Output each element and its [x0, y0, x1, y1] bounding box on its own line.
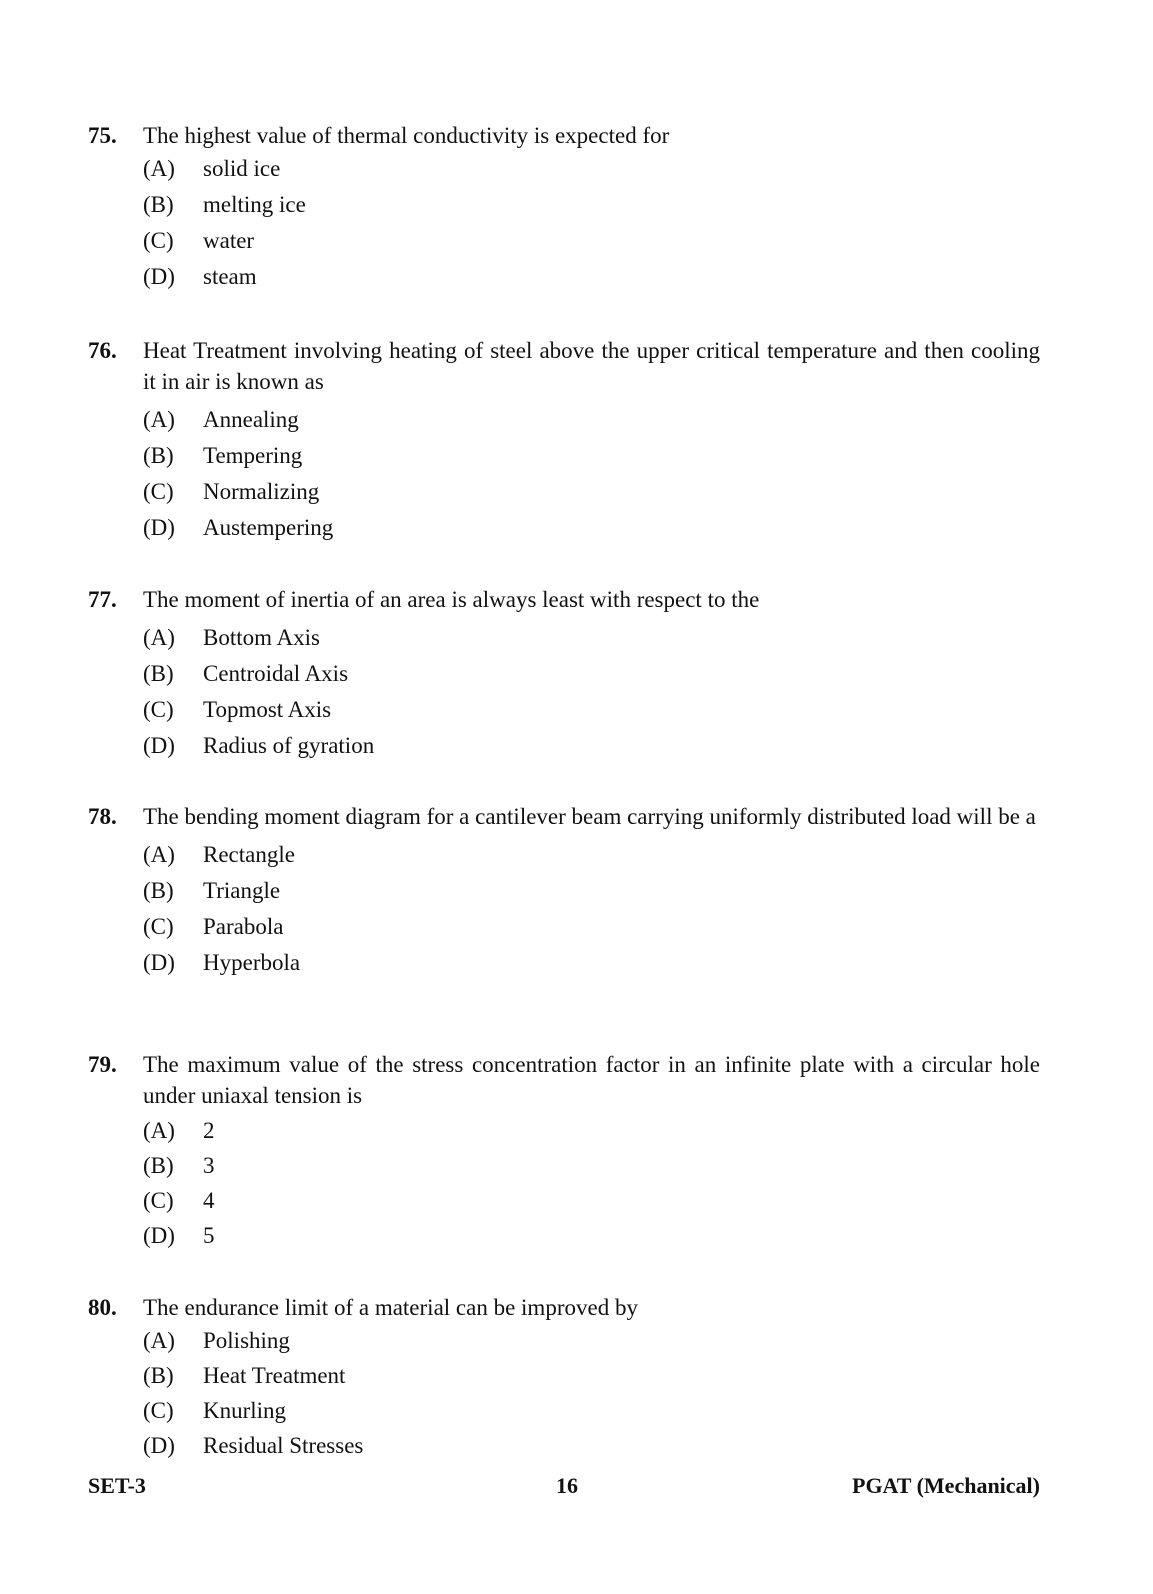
option-c: [143, 1393, 1040, 1428]
option-text: Radius of gyration: [203, 733, 375, 758]
option-text: Annealing: [203, 407, 299, 432]
option-text: steam: [203, 264, 257, 289]
option-text: 5: [203, 1222, 215, 1248]
option-letter: (D): [143, 1432, 175, 1458]
option-text: Tempering: [203, 443, 303, 468]
option-letter: (D): [143, 733, 175, 758]
option-letter: (B): [143, 443, 174, 468]
option-b: [143, 187, 1040, 223]
question-number: 76.: [88, 338, 117, 363]
option-text: 3: [203, 1152, 215, 1178]
option-text: Rectangle: [203, 842, 295, 867]
option-letter: (C): [143, 479, 174, 504]
option-letter: (A): [143, 407, 175, 432]
option-a: [143, 1113, 1040, 1148]
option-letter: (D): [143, 515, 175, 540]
option-letter: (D): [143, 264, 175, 289]
option-text: Austempering: [203, 515, 334, 540]
option-letter: (A): [143, 1117, 175, 1143]
option-c: [143, 692, 1040, 728]
option-letter: (A): [143, 842, 175, 867]
option-text: Residual Stresses: [203, 1432, 364, 1458]
question-text: Heat Treatment involving heating of steel above the upper critical temperature and then cooling it in air is known as: [143, 338, 1040, 394]
option-a: [143, 151, 1040, 187]
question-text: The maximum value of the stress concentration factor in an infinite plate with a circular hole under uniaxal tension is: [143, 1052, 1040, 1108]
footer-set-label: SET-3: [88, 1473, 146, 1498]
option-text: Triangle: [203, 878, 281, 903]
option-d: [143, 945, 1040, 981]
question-text: The moment of inertia of an area is always least with respect to the: [143, 587, 760, 612]
option-list: [143, 1113, 1040, 1253]
option-text: Bottom Axis: [203, 625, 320, 650]
option-text: Topmost Axis: [203, 697, 332, 722]
question-80: [88, 1292, 1040, 1463]
option-letter: (A): [143, 625, 175, 650]
question-78: [88, 801, 1040, 981]
option-text: Hyperbola: [203, 950, 301, 975]
option-a: [143, 837, 1040, 873]
option-b: [143, 656, 1040, 692]
question-number: 80.: [88, 1295, 117, 1320]
option-list: [143, 402, 1040, 546]
question-76: [88, 335, 1040, 546]
option-text: Centroidal Axis: [203, 661, 349, 686]
option-b: [143, 438, 1040, 474]
option-text: Polishing: [203, 1327, 290, 1353]
footer-page-number: 16: [556, 1473, 578, 1498]
option-letter: (C): [143, 228, 174, 253]
option-d: [143, 510, 1040, 546]
question-75: [88, 120, 1040, 295]
question-79: [88, 1049, 1040, 1253]
option-text: melting ice: [203, 192, 306, 217]
option-letter: (C): [143, 1187, 174, 1213]
option-a: [143, 1323, 1040, 1358]
option-text: solid ice: [203, 156, 281, 181]
option-c: [143, 1183, 1040, 1218]
question-number: 79.: [88, 1052, 117, 1077]
option-b: [143, 873, 1040, 909]
question-number: 77.: [88, 587, 117, 612]
option-b: [143, 1148, 1040, 1183]
question-number: 78.: [88, 804, 117, 829]
option-text: Knurling: [203, 1397, 287, 1423]
option-c: [143, 909, 1040, 945]
question-text: The highest value of thermal conductivity is expected for: [143, 123, 670, 148]
question-text: The bending moment diagram for a cantilever beam carrying uniformly distributed load will be a: [143, 804, 1036, 829]
option-letter: (A): [143, 1327, 175, 1353]
option-letter: (A): [143, 156, 175, 181]
option-letter: (B): [143, 1152, 174, 1178]
option-d: [143, 1428, 1040, 1463]
option-text: water: [203, 228, 255, 253]
option-text: Parabola: [203, 914, 284, 939]
option-d: [143, 728, 1040, 764]
option-list: [143, 1323, 1040, 1463]
option-list: [143, 151, 1040, 295]
option-text: 2: [203, 1117, 215, 1143]
question-number: 75.: [88, 123, 117, 148]
option-letter: (B): [143, 192, 174, 217]
option-letter: (C): [143, 697, 174, 722]
option-letter: (B): [143, 1362, 174, 1388]
option-text: Heat Treatment: [203, 1362, 346, 1388]
footer-exam-label: PGAT (Mechanical): [852, 1473, 1040, 1498]
option-letter: (B): [143, 661, 174, 686]
option-c: [143, 223, 1040, 259]
option-letter: (C): [143, 1397, 174, 1423]
option-letter: (D): [143, 950, 175, 975]
option-list: [143, 837, 1040, 981]
option-d: [143, 1218, 1040, 1253]
option-letter: (D): [143, 1222, 175, 1248]
question-text: The endurance limit of a material can be improved by: [143, 1295, 638, 1320]
question-77: [88, 584, 1040, 764]
option-a: [143, 620, 1040, 656]
option-a: [143, 402, 1040, 438]
option-text: 4: [203, 1187, 215, 1213]
option-text: Normalizing: [203, 479, 320, 504]
option-letter: (B): [143, 878, 174, 903]
option-list: [143, 620, 1040, 764]
option-d: [143, 259, 1040, 295]
option-c: [143, 474, 1040, 510]
option-letter: (C): [143, 914, 174, 939]
option-b: [143, 1358, 1040, 1393]
